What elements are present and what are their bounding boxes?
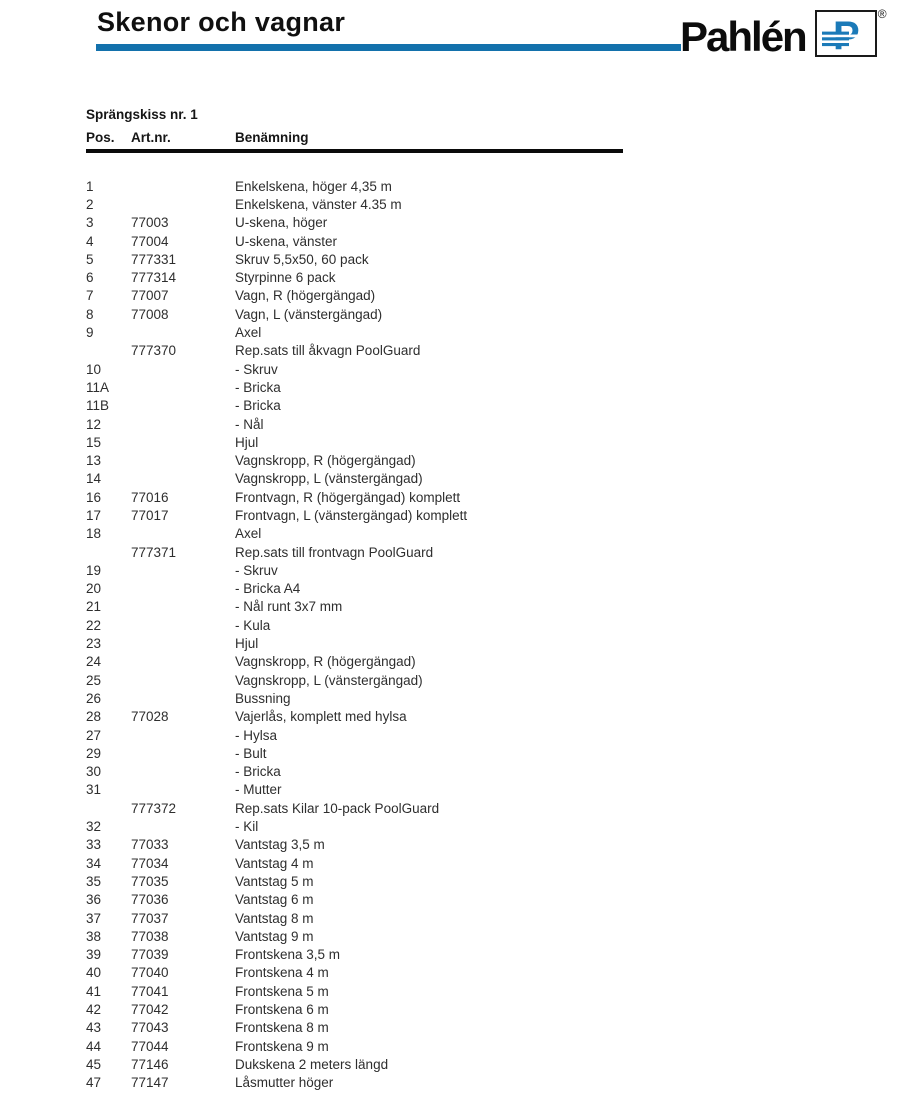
cell-benamning: Dukskena 2 meters längd [235,1056,389,1072]
brand-name: Pahlén [680,13,806,60]
table-row [86,744,786,762]
diagram-subtitle: Sprängskiss nr. 1 [86,107,198,122]
cell-pos: 21 [86,599,102,615]
cell-pos: 22 [86,617,102,633]
table-column-headers [86,130,626,145]
cell-benamning: Låsmutter höger [235,1075,334,1091]
table-row [86,1019,786,1037]
cell-artnr: 77036 [131,892,169,908]
cell-benamning: Bussning [235,690,291,706]
cell-pos: 18 [86,526,102,542]
cell-artnr: 77028 [131,709,169,725]
table-row [86,305,786,323]
cell-pos: 38 [86,928,102,944]
cell-pos: 11B [86,398,110,414]
registered-trademark-symbol: ® [877,7,887,21]
cell-benamning: Frontvagn, R (högergängad) komplett [235,489,461,505]
cell-pos: 23 [86,636,102,652]
table-row [86,1000,786,1018]
cell-benamning: - Nål [235,416,264,432]
cell-pos: 35 [86,873,102,889]
table-row [86,214,786,232]
cell-benamning: Styrpinne 6 pack [235,270,336,286]
cell-artnr: 77034 [131,855,169,871]
cell-artnr: 777370 [131,343,177,359]
cell-pos: 13 [86,453,102,469]
cell-pos: 8 [86,306,94,322]
table-row [86,726,786,744]
cell-pos: 25 [86,672,102,688]
cell-pos: 47 [86,1075,102,1091]
table-row [86,763,786,781]
table-row [86,982,786,1000]
table-row [86,561,786,579]
cell-pos: 17 [86,507,102,523]
cell-pos: 43 [86,1020,102,1036]
table-row [86,909,786,927]
table-row [86,836,786,854]
table-row [86,488,786,506]
table-row [86,598,786,616]
cell-artnr: 77035 [131,873,169,889]
table-row [86,470,786,488]
cell-pos: 33 [86,837,102,853]
cell-pos: 4 [86,233,94,249]
cell-benamning: Vagn, L (vänstergängad) [235,306,383,322]
p-wave-icon [818,13,874,55]
cell-artnr: 77040 [131,965,169,981]
table-row [86,250,786,268]
table-row [86,1037,786,1055]
cell-artnr: 77044 [131,1038,169,1054]
brand-p-icon [815,10,877,57]
cell-artnr: 77017 [131,507,169,523]
cell-benamning: Vagnskropp, L (vänstergängad) [235,672,423,688]
table-row [86,854,786,872]
col-header-pos: Pos. [86,130,115,145]
cell-benamning: Vagn, R (högergängad) [235,288,376,304]
table-row [86,945,786,963]
header-accent-rule [96,44,681,51]
cell-artnr: 777314 [131,270,177,286]
cell-pos: 26 [86,690,102,706]
cell-artnr: 77033 [131,837,169,853]
cell-pos: 10 [86,361,102,377]
cell-benamning: Vantstag 3,5 m [235,837,325,853]
cell-benamning: Vagnskropp, L (vänstergängad) [235,471,423,487]
table-row [86,708,786,726]
table-row [86,543,786,561]
cell-benamning: Rep.sats till åkvagn PoolGuard [235,343,421,359]
cell-artnr: 77038 [131,928,169,944]
table-row [86,927,786,945]
cell-benamning: Enkelskena, vänster 4.35 m [235,196,402,212]
table-row [86,451,786,469]
cell-benamning: Enkelskena, höger 4,35 m [235,178,392,194]
table-rows [86,177,786,1092]
table-row [86,232,786,250]
cell-pos: 1 [86,178,94,194]
table-row [86,323,786,341]
cell-benamning: U-skena, höger [235,215,328,231]
cell-benamning: Axel [235,325,262,341]
cell-artnr: 77039 [131,947,169,963]
cell-artnr: 77042 [131,1002,169,1017]
cell-benamning: Frontskena 3,5 m [235,947,341,963]
cell-pos: 3 [86,215,94,231]
cell-pos: 36 [86,892,102,908]
cell-benamning: - Mutter [235,782,282,798]
cell-pos: 12 [86,416,102,432]
cell-artnr: 77043 [131,1020,169,1036]
table-row [86,433,786,451]
cell-benamning: Vantstag 5 m [235,873,314,889]
table-row [86,1055,786,1073]
cell-benamning: Vantstag 8 m [235,910,314,926]
cell-pos: 32 [86,819,102,835]
table-row [86,506,786,524]
cell-pos: 9 [86,325,94,341]
cell-benamning: Frontskena 4 m [235,965,329,981]
cell-benamning: - Bult [235,745,267,761]
cell-artnr: 777331 [131,251,177,267]
cell-pos: 28 [86,709,102,725]
cell-artnr: 77147 [131,1075,169,1091]
cell-pos: 24 [86,654,102,670]
table-row [86,616,786,634]
cell-benamning: Hjul [235,434,259,450]
table-row [86,268,786,286]
cell-pos: 6 [86,270,94,286]
cell-benamning: - Bricka [235,764,281,780]
table-row [86,580,786,598]
table-row [86,397,786,415]
cell-benamning: Rep.sats till frontvagn PoolGuard [235,544,434,560]
table-row [86,177,786,195]
cell-pos: 34 [86,855,102,871]
table-row [86,360,786,378]
cell-benamning: - Kula [235,617,271,633]
cell-pos: 15 [86,434,102,450]
cell-artnr: 777371 [131,544,177,560]
cell-artnr: 77037 [131,910,169,926]
cell-pos: 44 [86,1038,102,1054]
table-row [86,653,786,671]
table-row [86,817,786,835]
cell-artnr: 77146 [131,1056,169,1072]
cell-pos: 31 [86,782,102,798]
cell-pos: 7 [86,288,94,304]
cell-benamning: - Bricka [235,379,281,395]
cell-benamning: Vagnskropp, R (högergängad) [235,654,416,670]
cell-benamning: Hjul [235,636,259,652]
table-row [86,287,786,305]
col-header-artnr: Art.nr. [131,130,171,145]
cell-artnr: 77008 [131,306,169,322]
table-row [86,799,786,817]
cell-benamning: Vantstag 4 m [235,855,314,871]
table-row [86,634,786,652]
cell-artnr: 77041 [131,983,169,999]
cell-pos: 5 [86,251,94,267]
table-row [86,964,786,982]
table-header-rule [86,149,623,153]
cell-benamning: Vagnskropp, R (högergängad) [235,453,416,469]
cell-artnr: 77003 [131,215,169,231]
cell-benamning: Skruv 5,5x50, 60 pack [235,251,369,267]
cell-pos: 2 [86,196,94,212]
table-row [86,415,786,433]
cell-benamning: Axel [235,526,262,542]
table-row [86,781,786,799]
table-row [86,671,786,689]
cell-pos: 45 [86,1056,102,1072]
brand-logo [680,8,887,58]
cell-benamning: Rep.sats Kilar 10-pack PoolGuard [235,800,440,816]
cell-pos: 29 [86,745,102,761]
table-row [86,1074,786,1092]
cell-pos: 16 [86,489,102,505]
cell-artnr: 77016 [131,489,169,505]
table-row [86,872,786,890]
cell-benamning: - Hylsa [235,727,278,743]
cell-artnr: 77007 [131,288,169,304]
cell-pos: 20 [86,581,102,597]
cell-pos: 41 [86,983,102,999]
cell-pos: 42 [86,1002,102,1017]
cell-benamning: Vajerlås, komplett med hylsa [235,709,407,725]
cell-benamning: Vantstag 6 m [235,892,314,908]
cell-pos: 14 [86,471,102,487]
cell-benamning: - Skruv [235,361,278,377]
cell-benamning: Frontskena 6 m [235,1002,329,1017]
table-row [86,378,786,396]
table-row [86,342,786,360]
cell-artnr: 777372 [131,800,177,816]
cell-pos: 37 [86,910,102,926]
cell-benamning: U-skena, vänster [235,233,338,249]
col-header-benamning: Benämning [235,130,309,145]
cell-pos: 40 [86,965,102,981]
cell-benamning: - Nål runt 3x7 mm [235,599,343,615]
cell-benamning: - Kil [235,819,259,835]
cell-pos: 11A [86,379,110,395]
cell-pos: 30 [86,764,102,780]
cell-benamning: Frontvagn, L (vänstergängad) komplett [235,507,468,523]
cell-pos: 39 [86,947,102,963]
table-row [86,195,786,213]
cell-benamning: Frontskena 8 m [235,1020,329,1036]
cell-pos: 19 [86,562,102,578]
cell-benamning: Frontskena 5 m [235,983,329,999]
cell-benamning: - Skruv [235,562,278,578]
page-title: Skenor och vagnar [97,7,346,37]
cell-artnr: 77004 [131,233,169,249]
table-row [86,891,786,909]
cell-benamning: - Bricka A4 [235,581,301,597]
cell-benamning: Frontskena 9 m [235,1038,329,1054]
table-row [86,525,786,543]
cell-pos: 27 [86,727,102,743]
cell-benamning: Vantstag 9 m [235,928,314,944]
table-row [86,689,786,707]
cell-benamning: - Bricka [235,398,281,414]
